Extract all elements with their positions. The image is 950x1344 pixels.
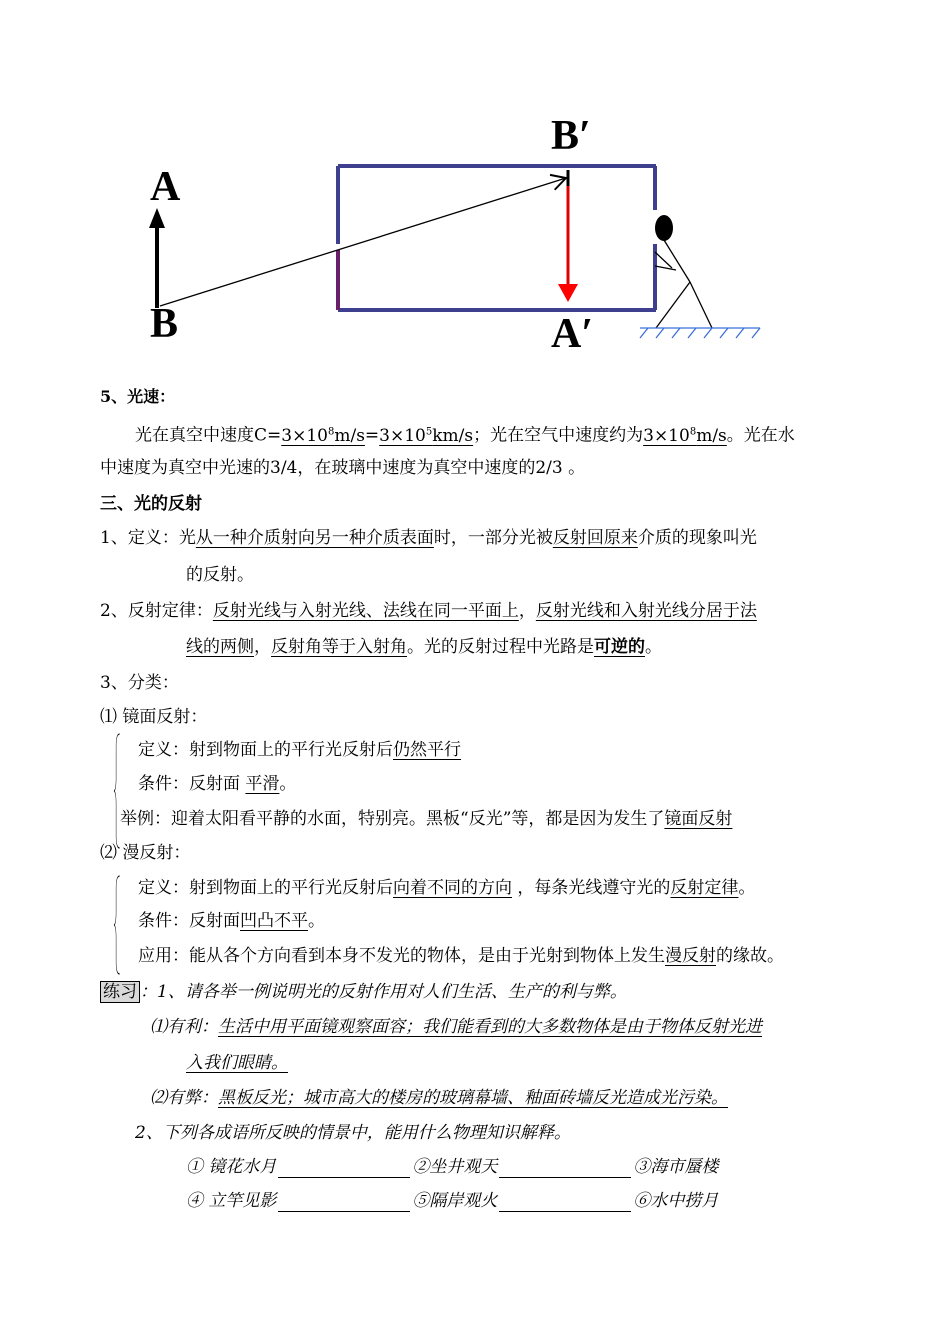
idiom-2: ②坐井观天 xyxy=(412,1157,498,1177)
diffuse-application: 应用：能从各个方向看到本身不发光的物体，是由于光射到物体上发生漫反射的缘故。 xyxy=(138,946,784,966)
definition-line1: 1、定义：光从一种介质射向另一种介质表面时，一部分光被反射回原来介质的现象叫光 xyxy=(100,528,757,548)
practice-disadvantage: ⑵有弊：黑板反光；城市高大的楼房的玻璃幕墙、釉面砖墙反光造成光污染。 xyxy=(150,1088,728,1108)
idiom-1: ① 镜花水月 xyxy=(186,1157,277,1177)
observer-leg2 xyxy=(690,282,712,328)
sec5-line1: 光在真空中速度$C=3\times 10^8m/s=3\times 10^5km/s$；光在空气中速度约为$3\times 10^8m/s$。光在水 xyxy=(135,425,795,446)
light-ray xyxy=(160,178,566,306)
observer-leg1 xyxy=(656,282,690,328)
practice-question1: 练习 ：1、请各举一例说明光的反射作用对人们生活、生产的利与弊。 xyxy=(100,981,627,1003)
label-B: B xyxy=(150,301,179,347)
idiom-row1 xyxy=(186,1156,718,1178)
sec5-line2: 中速度为真空中光速的3/4，在玻璃中速度为真空中速度的2/3 。 xyxy=(100,458,586,478)
ground-hatch xyxy=(640,328,760,338)
sec5-title: 5、光速： xyxy=(100,387,176,406)
mirror-definition: 定义：射到物面上的平行光反射后仍然平行 xyxy=(138,740,461,760)
image-arrow-head xyxy=(558,284,578,302)
label-B-prime: B′ xyxy=(551,113,591,159)
mirror-reflection-title: ⑴ 镜面反射： xyxy=(100,707,208,727)
idiom-6: ⑥水中捞月 xyxy=(633,1191,719,1211)
observer-head xyxy=(655,215,673,241)
idiom-5-blank[interactable] xyxy=(499,1193,631,1212)
label-A-prime: A′ xyxy=(551,311,594,357)
idiom-row2 xyxy=(186,1190,718,1212)
diffuse-reflection-title: ⑵ 漫反射： xyxy=(100,843,191,863)
law-line2: 线的两侧，反射角等于入射角。光的反射过程中光路是可逆的。 xyxy=(186,637,662,657)
practice-label: 练习 xyxy=(100,981,140,1003)
idiom-4-blank[interactable] xyxy=(278,1193,410,1212)
observer-arm1 xyxy=(655,252,672,268)
idiom-5: ⑤隔岸观火 xyxy=(412,1191,498,1211)
law-line1: 2、反射定律：反射光线与入射光线、法线在同一平面上，反射光线和入射光线分居于法 xyxy=(100,601,757,621)
idiom-3: ③海市蜃楼 xyxy=(633,1157,719,1177)
diffuse-condition: 条件：反射面凹凸不平。 xyxy=(138,911,325,931)
idiom-1-blank[interactable] xyxy=(278,1159,410,1178)
object-arrow-head xyxy=(149,208,165,228)
idiom-2-blank[interactable] xyxy=(499,1159,631,1178)
observer-body xyxy=(664,240,690,282)
classification-heading: 3、分类： xyxy=(100,673,179,693)
diffuse-definition: 定义：射到物面上的平行光反射后向着不同的方向 ，每条光线遵守光的反射定律。 xyxy=(138,878,756,898)
periscope-diagram xyxy=(0,0,950,360)
practice-advantage-line2: 入我们眼睛。 xyxy=(186,1053,288,1073)
sec3-title: 三、光的反射 xyxy=(100,494,202,514)
observer-arm2 xyxy=(655,266,676,270)
mirror-example: 举例：迎着太阳看平静的水面，特别亮。黑板“反光”等，都是因为发生了镜面反射 xyxy=(120,809,733,829)
label-A: A xyxy=(150,164,181,210)
practice-question2: 2、下列各成语所反映的情景中，能用什么物理知识解释。 xyxy=(135,1123,571,1143)
definition-line2: 的反射。 xyxy=(186,565,254,585)
practice-advantage-line1: ⑴有利：生活中用平面镜观察面容；我们能看到的大多数物体是由于物体反射光进 xyxy=(150,1017,762,1037)
idiom-4: ④ 立竿见影 xyxy=(186,1191,277,1211)
mirror-condition: 条件：反射面 平滑。 xyxy=(138,774,297,794)
